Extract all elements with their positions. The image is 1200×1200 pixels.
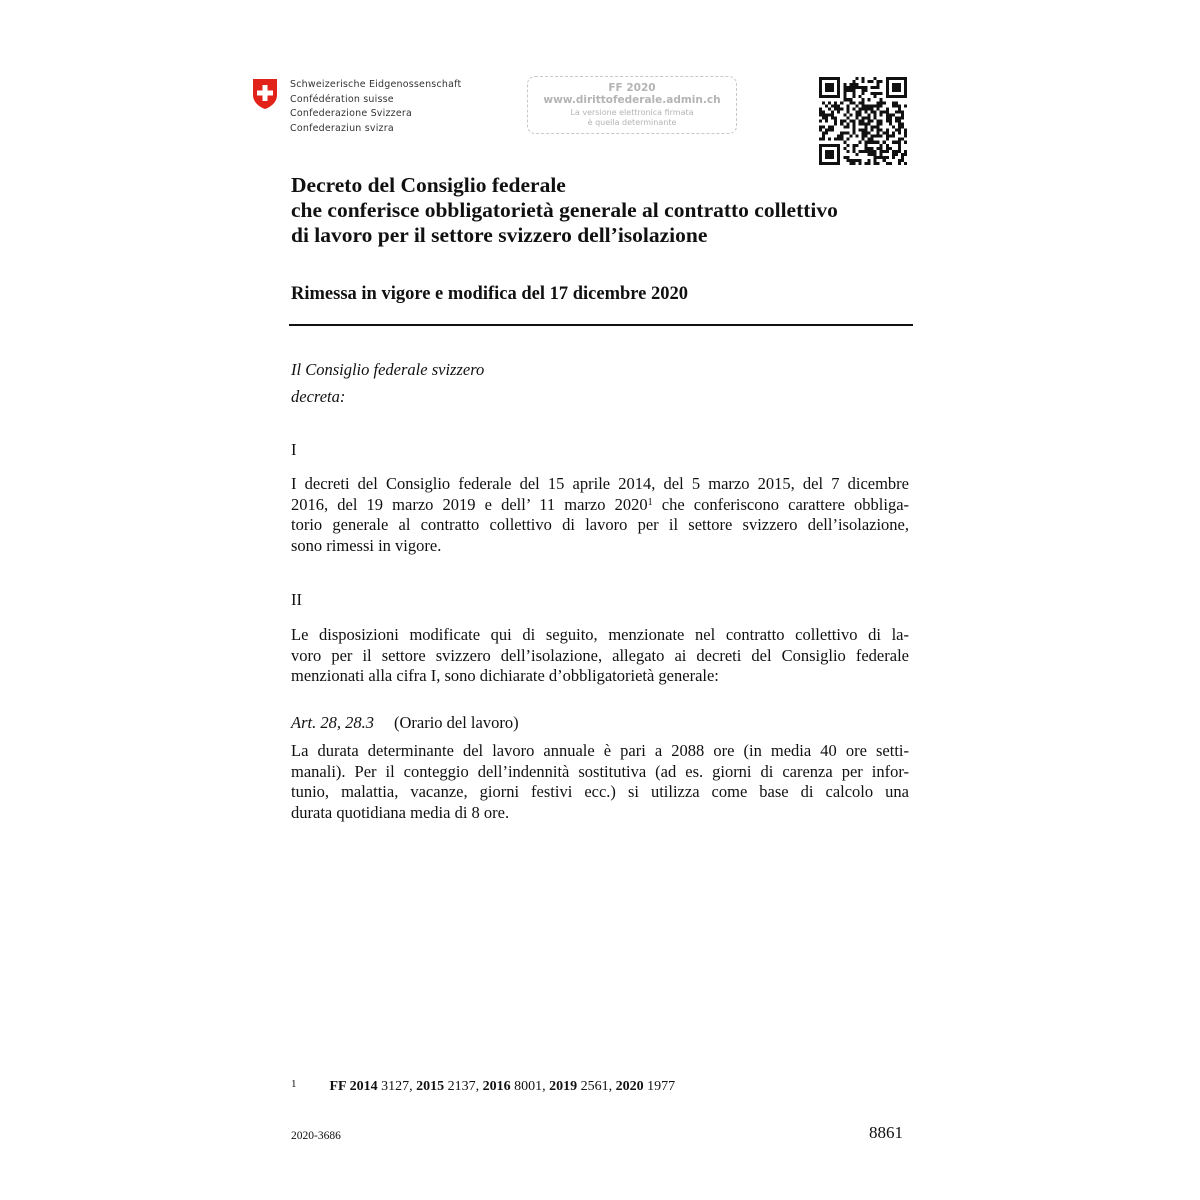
footnote-bold: 2020 [615,1079,644,1094]
line-text: 2016, del 19 marzo 2019 e dell’ 11 marzo 2020 [291,494,648,514]
footnote-bold: 2019 [549,1079,578,1094]
stamp-line-2: www.dirittofederale.admin.ch [543,94,721,106]
preamble-line-1: Il Consiglio federale svizzero [291,360,485,379]
title-line-1: Decreto del Consiglio federale [291,173,566,197]
federation-names [290,78,461,136]
footnote-bold: 2016 [482,1079,511,1094]
stamp-line-1: FF 2020 [608,82,656,94]
paragraph-line: torio generale al contratto collettivo di lavoro per il settore svizzero dell’isolazione, [291,515,909,534]
footnote-text: 2137, [444,1079,483,1094]
qr-code-icon [819,77,907,165]
document-id: 2020-3686 [291,1130,341,1142]
article-reference: Art. 28, 28.3 [291,713,374,732]
electronic-version-stamp [527,76,737,134]
article-paragraph [291,741,909,823]
footnote-reference[interactable]: 1 [647,496,653,508]
line-text: che conferiscono carattere obbliga- [661,494,910,514]
stamp-line-3: La versione elettronica firmata [570,108,694,117]
footnote-number: 1 [291,1078,297,1090]
preamble [291,356,484,410]
preamble-line-2: decreta: [291,387,346,406]
footnote-text: 3127, [377,1079,417,1094]
federation-name-it: Confederazione Svizzera [290,108,413,119]
footnote-text: 1977 [643,1079,676,1094]
paragraph-line: menzionati alla cifra I, sono dichiarate d’obbligatorietà generale: [291,666,719,685]
federation-name-de: Schweizerische Eidgenossenschaft [290,79,462,90]
paragraph-line: La durata determinante del lavoro annuale è pari a 2088 ore (in media 40 ore setti- [291,741,909,760]
article-heading [291,713,519,734]
footnote-bold: FF 2014 [329,1079,378,1094]
stamp-line-4: è quella determinante [587,118,677,127]
section-numeral-1: I [291,440,297,459]
article-title: (Orario del lavoro) [393,713,519,732]
paragraph-line: manali). Per il conteggio dell’indennità sostitutiva (ad es. giorni di carenza per infor- [291,761,909,781]
title-divider [289,324,913,326]
footnote [291,1078,675,1095]
page-number: 8861 [869,1123,903,1142]
federation-name-fr: Confédération suisse [290,93,394,105]
footnote-bold: 2015 [416,1079,445,1094]
paragraph-line: I decreti del Consiglio federale del 15 aprile 2014, del 5 marzo 2015, del 7 dicembre [291,474,909,493]
section-2-paragraph [291,625,909,687]
section-1-paragraph [291,474,909,556]
paragraph-line: Le disposizioni modificate qui di seguito, menzionate nel contratto collettivo di la- [291,625,909,644]
title-line-2: che conferisce obbligatorietà generale al contratto collettivo [291,198,838,222]
title-line-3: di lavoro per il settore svizzero dell’isolazione [291,223,708,247]
paragraph-line: voro per il settore svizzero dell’isolazione, allegato ai decreti del Consiglio federale [291,645,909,665]
page-title [291,173,931,248]
swiss-crest-icon [252,78,278,110]
footnote-text: 8001, [510,1079,550,1094]
footnote-text: 2561, [577,1079,616,1094]
paragraph-line: tunio, malattia, vacanze, giorni festivi ecc.) si utilizza come base di calcolo una [291,782,909,801]
federation-name-rm: Confederaziun svizra [290,122,394,134]
section-numeral-2: II [291,590,302,609]
paragraph-line [291,495,909,516]
paragraph-line: durata quotidiana media di 8 ore. [291,802,510,822]
page-subtitle: Rimessa in vigore e modifica del 17 dicembre 2020 [291,284,689,304]
paragraph-line: sono rimessi in vigore. [291,535,442,555]
